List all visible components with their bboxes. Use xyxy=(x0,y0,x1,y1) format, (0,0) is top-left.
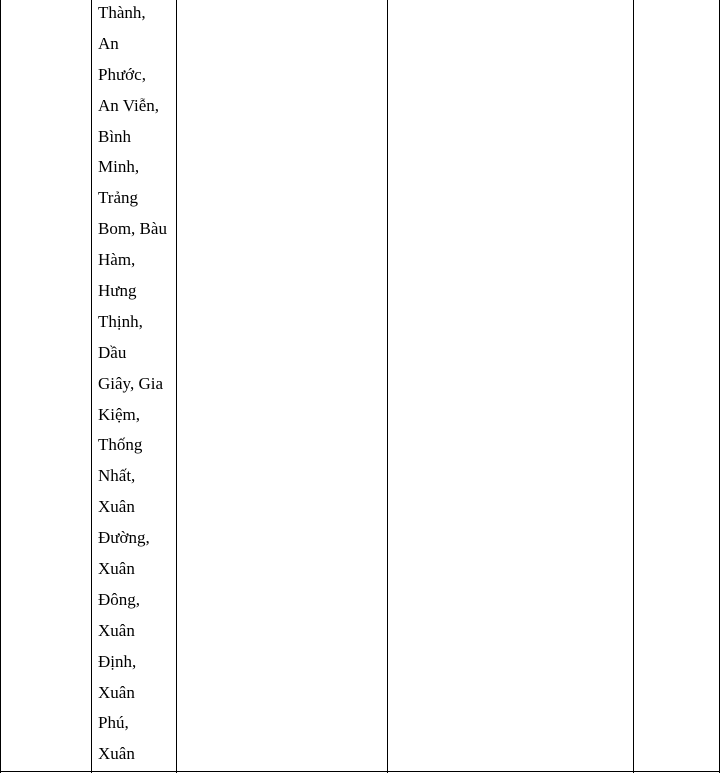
column-divider-4 xyxy=(633,0,634,773)
cell-line: Nhất, xyxy=(98,466,136,486)
cell-line: Thành, xyxy=(98,3,146,22)
cell-line: Kiệm, xyxy=(98,404,141,424)
cell-line: Bình xyxy=(98,126,132,146)
cell-line: An Viễn, xyxy=(98,95,159,115)
cell-line: Định, xyxy=(98,651,137,671)
locality-list-cell xyxy=(98,0,182,772)
cell-line: Bom, Bàu xyxy=(98,219,167,239)
cell-line: Trảng xyxy=(98,188,138,208)
cell-line: Dầu xyxy=(98,342,127,362)
cell-line: Đông, xyxy=(98,589,141,609)
cell-line: Xuân xyxy=(98,497,135,517)
cell-line: An xyxy=(98,33,119,53)
cell-line: Xuân xyxy=(98,744,135,764)
cell-line: Hàm, xyxy=(98,250,136,270)
cell-line: Thịnh, xyxy=(98,311,143,331)
cell-line: Xuân xyxy=(98,559,135,579)
cell-line: Xuân xyxy=(98,620,135,640)
column-divider-1 xyxy=(91,0,92,773)
column-divider-3 xyxy=(387,0,388,773)
cell-line: Phú, xyxy=(98,713,129,733)
table-border-left xyxy=(0,0,1,773)
cell-line: Minh, xyxy=(98,157,140,177)
cell-line: Đường, xyxy=(98,528,150,548)
cell-line: Xuân xyxy=(98,682,135,702)
cell-line: Phước, xyxy=(98,64,146,84)
cell-line: Hưng xyxy=(98,281,137,301)
cell-line: Thống xyxy=(98,435,143,455)
cell-line: Giây, Gia xyxy=(98,373,163,393)
